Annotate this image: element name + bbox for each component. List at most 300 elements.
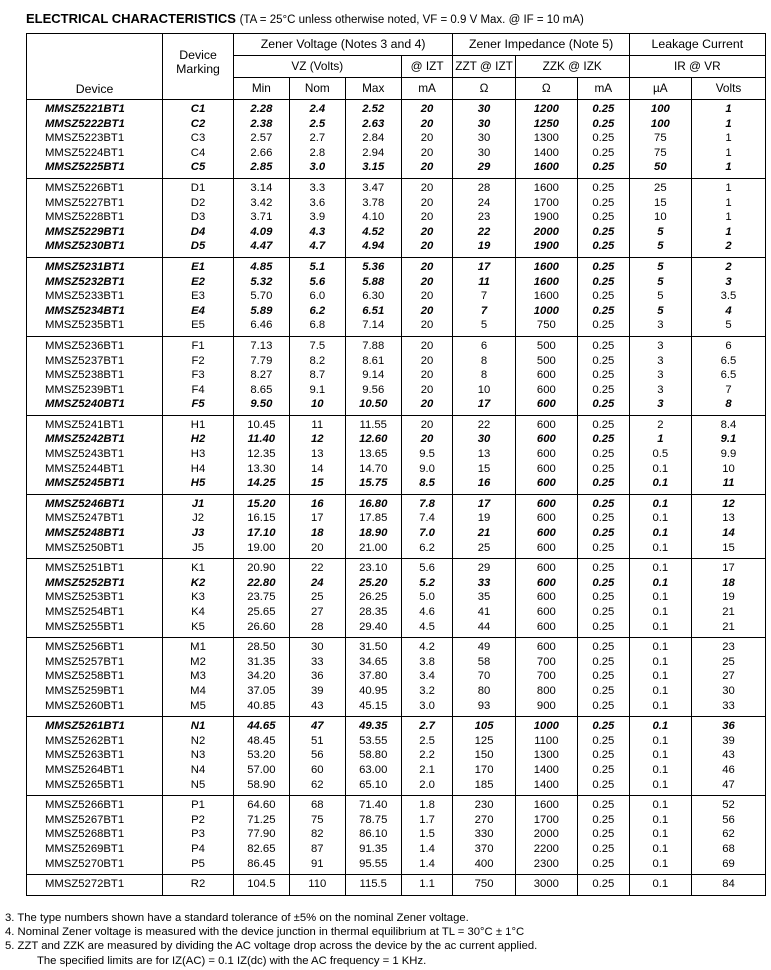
izt-cell: 3.8 [401,655,453,670]
vr-cell: 9.9 [691,447,765,462]
vz-max-cell: 21.00 [345,541,401,559]
zzk-cell: 2000 [515,827,577,842]
zzk-cell: 600 [515,432,577,447]
vz-nom-cell: 22 [289,559,345,576]
device-cell: MMSZ5252BT1 [27,576,163,591]
izk-cell: 0.25 [577,257,629,274]
table-row [27,842,766,857]
vz-min-cell: 6.46 [233,318,289,336]
vr-cell: 1 [691,178,765,195]
vz-max-cell: 5.88 [345,275,401,290]
izt-cell: 5.0 [401,590,453,605]
device-cell: MMSZ5223BT1 [27,131,163,146]
footnotes [5,911,537,968]
izk-cell: 0.25 [577,655,629,670]
vz-min-cell: 37.05 [233,684,289,699]
marking-cell: H5 [163,476,234,494]
ir-cell: 50 [629,160,691,178]
marking-cell: E1 [163,257,234,274]
vz-max-cell: 4.94 [345,239,401,257]
izk-cell: 0.25 [577,196,629,211]
device-cell: MMSZ5261BT1 [27,717,163,734]
table-row [27,620,766,638]
vr-cell: 52 [691,796,765,813]
vz-max-cell: 58.80 [345,748,401,763]
device-cell: MMSZ5263BT1 [27,748,163,763]
vr-cell: 1 [691,100,765,117]
device-cell: MMSZ5272BT1 [27,875,163,896]
ir-cell: 0.1 [629,842,691,857]
marking-cell: C3 [163,131,234,146]
zzk-cell: 600 [515,526,577,541]
vz-nom-cell: 33 [289,655,345,670]
zzk-cell: 1600 [515,796,577,813]
vz-max-cell: 65.10 [345,778,401,796]
vz-min-cell: 12.35 [233,447,289,462]
izk-cell: 0.25 [577,131,629,146]
izt-cell: 9.0 [401,462,453,477]
vr-cell: 23 [691,638,765,655]
vz-max-cell: 91.35 [345,842,401,857]
zzk-cell: 700 [515,669,577,684]
ir-cell: 0.1 [629,526,691,541]
izt-cell: 20 [401,432,453,447]
vz-nom-cell: 3.6 [289,196,345,211]
zzt-cell: 28 [453,178,515,195]
izk-cell: 0.25 [577,494,629,511]
zzk-cell: 600 [515,620,577,638]
izt-cell: 20 [401,368,453,383]
zzt-cell: 170 [453,763,515,778]
footnote-5-continued: The specified limits are for IZ(AC) = 0.1 IZ(dc) with the AC frequency = 1 KHz. [37,954,427,967]
vz-max-cell: 34.65 [345,655,401,670]
device-cell: MMSZ5234BT1 [27,304,163,319]
marking-cell: R2 [163,875,234,896]
marking-cell: P3 [163,827,234,842]
vz-min-cell: 10.45 [233,415,289,432]
table-row [27,669,766,684]
izk-cell: 0.25 [577,748,629,763]
vz-nom-cell: 91 [289,857,345,875]
izt-cell: 1.1 [401,875,453,896]
izk-cell: 0.25 [577,796,629,813]
zzk-cell: 1600 [515,178,577,195]
izt-cell: 20 [401,415,453,432]
vz-nom-cell: 10 [289,397,345,415]
device-cell: MMSZ5240BT1 [27,397,163,415]
marking-cell: F2 [163,354,234,369]
device-cell: MMSZ5269BT1 [27,842,163,857]
izk-cell: 0.25 [577,462,629,477]
table-row [27,511,766,526]
marking-cell: H3 [163,447,234,462]
vz-min-cell: 4.85 [233,257,289,274]
vz-nom-cell: 68 [289,796,345,813]
zzt-cell: 44 [453,620,515,638]
zzt-cell: 30 [453,131,515,146]
izt-cell: 1.4 [401,857,453,875]
vz-min-cell: 57.00 [233,763,289,778]
vr-cell: 11 [691,476,765,494]
table-row [27,526,766,541]
vz-nom-cell: 4.3 [289,225,345,240]
vz-nom-cell: 2.5 [289,117,345,132]
marking-cell: P1 [163,796,234,813]
vr-cell: 1 [691,131,765,146]
marking-cell: C5 [163,160,234,178]
izt-cell: 20 [401,304,453,319]
vz-nom-cell: 2.8 [289,146,345,161]
device-cell: MMSZ5253BT1 [27,590,163,605]
vz-nom-cell: 20 [289,541,345,559]
vz-max-cell: 45.15 [345,699,401,717]
ir-cell: 0.1 [629,462,691,477]
izt-cell: 7.4 [401,511,453,526]
izk-cell: 0.25 [577,669,629,684]
device-cell: MMSZ5227BT1 [27,196,163,211]
izt-cell: 7.8 [401,494,453,511]
izk-cell: 0.25 [577,842,629,857]
ir-cell: 100 [629,117,691,132]
vz-min-cell: 82.65 [233,842,289,857]
table-row [27,655,766,670]
izt-cell: 20 [401,289,453,304]
header-zener-voltage: Zener Voltage (Notes 3 and 4) [233,34,453,56]
device-cell: MMSZ5266BT1 [27,796,163,813]
vz-min-cell: 31.35 [233,655,289,670]
ir-cell: 75 [629,131,691,146]
vz-max-cell: 9.56 [345,383,401,398]
zzt-cell: 370 [453,842,515,857]
izk-cell: 0.25 [577,432,629,447]
vr-cell: 46 [691,763,765,778]
zzt-cell: 15 [453,462,515,477]
izk-cell: 0.25 [577,304,629,319]
vz-max-cell: 6.30 [345,289,401,304]
zzt-cell: 29 [453,160,515,178]
izt-cell: 20 [401,100,453,117]
marking-cell: P2 [163,813,234,828]
zzk-cell: 3000 [515,875,577,896]
zzk-cell: 1300 [515,748,577,763]
vr-cell: 43 [691,748,765,763]
device-cell: MMSZ5245BT1 [27,476,163,494]
device-cell: MMSZ5235BT1 [27,318,163,336]
table-row [27,875,766,896]
vz-min-cell: 53.20 [233,748,289,763]
vz-max-cell: 63.00 [345,763,401,778]
zzt-cell: 10 [453,383,515,398]
vz-max-cell: 14.70 [345,462,401,477]
table-row [27,354,766,369]
izt-cell: 8.5 [401,476,453,494]
izk-cell: 0.25 [577,117,629,132]
ir-cell: 3 [629,354,691,369]
marking-cell: N1 [163,717,234,734]
table-row [27,796,766,813]
marking-cell: N4 [163,763,234,778]
vr-cell: 1 [691,146,765,161]
ir-cell: 0.1 [629,494,691,511]
izk-cell: 0.25 [577,397,629,415]
izk-cell: 0.25 [577,275,629,290]
header-at-izt: @ IZT [401,56,453,78]
zzk-cell: 1900 [515,239,577,257]
vz-min-cell: 25.65 [233,605,289,620]
device-cell: MMSZ5228BT1 [27,210,163,225]
table-row [27,857,766,875]
izk-cell: 0.25 [577,559,629,576]
zzk-cell: 600 [515,415,577,432]
vz-min-cell: 58.90 [233,778,289,796]
izt-cell: 20 [401,318,453,336]
izk-cell: 0.25 [577,734,629,749]
marking-cell: H4 [163,462,234,477]
ir-cell: 0.1 [629,699,691,717]
vr-cell: 14 [691,526,765,541]
vz-nom-cell: 5.6 [289,275,345,290]
izk-cell: 0.25 [577,638,629,655]
vz-min-cell: 22.80 [233,576,289,591]
vz-nom-cell: 6.8 [289,318,345,336]
table-row [27,559,766,576]
vz-min-cell: 15.20 [233,494,289,511]
ir-cell: 0.1 [629,620,691,638]
header-zener-impedance: Zener Impedance (Note 5) [453,34,629,56]
vz-nom-cell: 60 [289,763,345,778]
marking-cell: D5 [163,239,234,257]
izt-cell: 20 [401,131,453,146]
vz-min-cell: 16.15 [233,511,289,526]
vz-min-cell: 2.57 [233,131,289,146]
izt-cell: 20 [401,196,453,211]
device-cell: MMSZ5238BT1 [27,368,163,383]
vz-max-cell: 2.63 [345,117,401,132]
izt-cell: 3.0 [401,699,453,717]
zzt-cell: 29 [453,559,515,576]
zzk-cell: 1700 [515,196,577,211]
vz-min-cell: 8.65 [233,383,289,398]
izk-cell: 0.25 [577,318,629,336]
vz-min-cell: 44.65 [233,717,289,734]
zzt-cell: 23 [453,210,515,225]
vz-min-cell: 20.90 [233,559,289,576]
vz-min-cell: 2.66 [233,146,289,161]
izk-cell: 0.25 [577,605,629,620]
table-row [27,368,766,383]
table-row [27,131,766,146]
header-marking: Device Marking [163,34,234,100]
ir-cell: 0.1 [629,778,691,796]
vr-cell: 39 [691,734,765,749]
izk-cell: 0.25 [577,763,629,778]
device-cell: MMSZ5244BT1 [27,462,163,477]
ir-cell: 0.1 [629,638,691,655]
zzk-cell: 1600 [515,160,577,178]
zzk-cell: 2200 [515,842,577,857]
device-cell: MMSZ5236BT1 [27,336,163,353]
vz-nom-cell: 75 [289,813,345,828]
table-row [27,684,766,699]
header-unit-ua: µA [629,78,691,100]
izk-cell: 0.25 [577,178,629,195]
marking-cell: N5 [163,778,234,796]
vz-max-cell: 11.55 [345,415,401,432]
table-row [27,717,766,734]
device-cell: MMSZ5232BT1 [27,275,163,290]
vr-cell: 33 [691,699,765,717]
marking-cell: M4 [163,684,234,699]
zzk-cell: 600 [515,590,577,605]
zzk-cell: 600 [515,638,577,655]
vz-min-cell: 17.10 [233,526,289,541]
vz-nom-cell: 28 [289,620,345,638]
izt-cell: 9.5 [401,447,453,462]
izk-cell: 0.25 [577,383,629,398]
vz-max-cell: 10.50 [345,397,401,415]
device-cell: MMSZ5230BT1 [27,239,163,257]
vz-max-cell: 2.52 [345,100,401,117]
vz-min-cell: 23.75 [233,590,289,605]
marking-cell: C4 [163,146,234,161]
zzk-cell: 1400 [515,778,577,796]
ir-cell: 3 [629,397,691,415]
zzt-cell: 41 [453,605,515,620]
table-row [27,178,766,195]
vz-max-cell: 3.47 [345,178,401,195]
vz-nom-cell: 43 [289,699,345,717]
device-cell: MMSZ5221BT1 [27,100,163,117]
zzk-cell: 600 [515,541,577,559]
table-row [27,257,766,274]
device-cell: MMSZ5248BT1 [27,526,163,541]
izt-cell: 1.5 [401,827,453,842]
table-row [27,605,766,620]
izk-cell: 0.25 [577,210,629,225]
zzt-cell: 80 [453,684,515,699]
device-cell: MMSZ5247BT1 [27,511,163,526]
izk-cell: 0.25 [577,576,629,591]
table-row [27,100,766,117]
marking-cell: N3 [163,748,234,763]
header-zzk-at-izk: ZZK @ IZK [515,56,629,78]
marking-cell: P4 [163,842,234,857]
marking-cell: E3 [163,289,234,304]
marking-cell: J2 [163,511,234,526]
zzk-cell: 600 [515,605,577,620]
ir-cell: 5 [629,225,691,240]
marking-cell: C2 [163,117,234,132]
zzk-cell: 1600 [515,257,577,274]
vz-max-cell: 25.20 [345,576,401,591]
ir-cell: 0.1 [629,511,691,526]
ir-cell: 3 [629,318,691,336]
zzk-cell: 600 [515,368,577,383]
marking-cell: F1 [163,336,234,353]
vz-max-cell: 8.61 [345,354,401,369]
device-cell: MMSZ5250BT1 [27,541,163,559]
izt-cell: 5.6 [401,559,453,576]
izk-cell: 0.25 [577,778,629,796]
izk-cell: 0.25 [577,415,629,432]
izk-cell: 0.25 [577,368,629,383]
vr-cell: 15 [691,541,765,559]
izt-cell: 2.1 [401,763,453,778]
zzk-cell: 1000 [515,717,577,734]
vz-nom-cell: 25 [289,590,345,605]
ir-cell: 0.1 [629,827,691,842]
header-vz-volts: VZ (Volts) [233,56,401,78]
vr-cell: 68 [691,842,765,857]
zzk-cell: 600 [515,476,577,494]
marking-cell: D3 [163,210,234,225]
table-row [27,763,766,778]
table-row [27,813,766,828]
zzt-cell: 70 [453,669,515,684]
vr-cell: 6 [691,336,765,353]
vz-nom-cell: 17 [289,511,345,526]
izk-cell: 0.25 [577,289,629,304]
table-row [27,462,766,477]
header-leakage-current: Leakage Current [629,34,765,56]
ir-cell: 3 [629,383,691,398]
zzt-cell: 33 [453,576,515,591]
vz-min-cell: 4.47 [233,239,289,257]
zzt-cell: 24 [453,196,515,211]
izt-cell: 20 [401,336,453,353]
vz-max-cell: 71.40 [345,796,401,813]
device-cell: MMSZ5242BT1 [27,432,163,447]
header-unit-ma: mA [401,78,453,100]
izt-cell: 20 [401,178,453,195]
vr-cell: 13 [691,511,765,526]
vz-max-cell: 9.14 [345,368,401,383]
ir-cell: 0.1 [629,590,691,605]
izt-cell: 20 [401,275,453,290]
vz-nom-cell: 51 [289,734,345,749]
vz-max-cell: 15.75 [345,476,401,494]
zzt-cell: 230 [453,796,515,813]
izt-cell: 20 [401,146,453,161]
zzt-cell: 185 [453,778,515,796]
zzk-cell: 600 [515,447,577,462]
izt-cell: 20 [401,160,453,178]
vz-min-cell: 2.28 [233,100,289,117]
izk-cell: 0.25 [577,526,629,541]
zzk-cell: 1300 [515,131,577,146]
vz-min-cell: 19.00 [233,541,289,559]
izk-cell: 0.25 [577,447,629,462]
device-cell: MMSZ5267BT1 [27,813,163,828]
zzk-cell: 1600 [515,289,577,304]
vz-max-cell: 23.10 [345,559,401,576]
title-conditions: (TA = 25°C unless otherwise noted, VF = 0.9 V Max. @ IF = 10 mA) [239,14,584,26]
vz-min-cell: 5.89 [233,304,289,319]
vz-max-cell: 53.55 [345,734,401,749]
zzt-cell: 35 [453,590,515,605]
vz-nom-cell: 3.0 [289,160,345,178]
izt-cell: 20 [401,397,453,415]
izk-cell: 0.25 [577,590,629,605]
izt-cell: 4.6 [401,605,453,620]
table-row [27,638,766,655]
vz-min-cell: 48.45 [233,734,289,749]
device-cell: MMSZ5268BT1 [27,827,163,842]
vz-min-cell: 104.5 [233,875,289,896]
vz-nom-cell: 4.7 [289,239,345,257]
vz-nom-cell: 14 [289,462,345,477]
vz-nom-cell: 8.2 [289,354,345,369]
